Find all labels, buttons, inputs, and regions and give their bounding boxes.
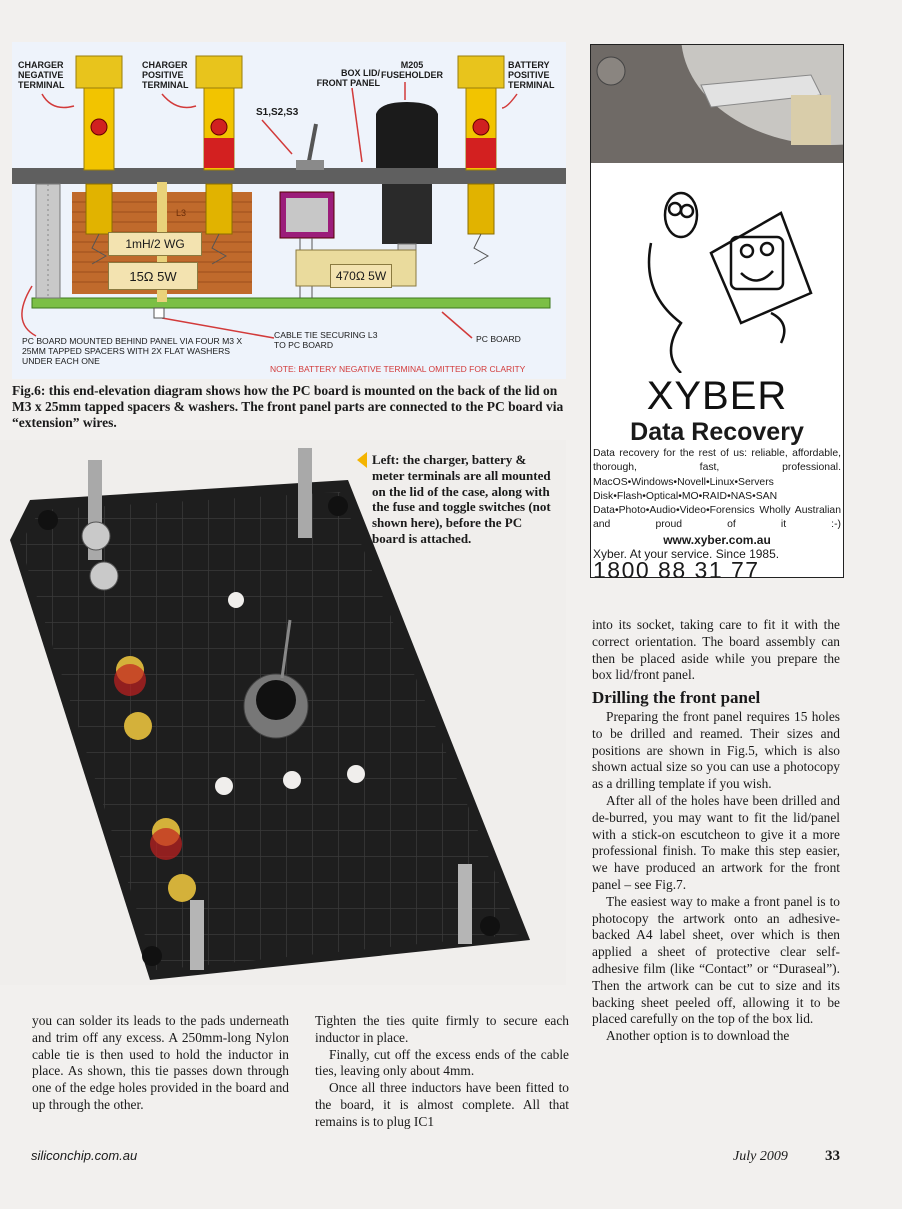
pc-board — [32, 298, 550, 308]
fig6-caption: Fig.6: this end-elevation diagram shows how the PC board is mounted on the back of the lid on M3 x 25mm tapped spacers & washers. The front panel parts are connected to the PC board via “extension” wires. — [12, 383, 564, 430]
paragraph: into its socket, taking care to fit it with the correct orientation. The board assembly can then be placed aside while you prepare the box lid/front panel. — [592, 617, 840, 683]
cartoon-mascot-icon — [621, 173, 821, 373]
footer-date: July 2009 — [733, 1149, 788, 1164]
label-charger-negative: CHARGER NEGATIVE TERMINAL — [18, 60, 65, 90]
footer-site: siliconchip.com.au — [31, 1148, 138, 1163]
ad-brand: XYBER — [646, 374, 788, 418]
label-resistor-15: 15Ω 5W — [108, 262, 198, 290]
diagram-drawing — [12, 42, 566, 379]
label-l3: L3 — [176, 208, 187, 218]
paragraph: Tighten the ties quite firmly to secure each inductor in place. — [315, 1013, 569, 1045]
label-pc-board-mounted: PC BOARD MOUNTED BEHIND PANEL VIA FOUR M3 X 25MM TAPPED SPACERS WITH 2X FLAT WASHERS UNDER EACH ONE — [22, 336, 243, 366]
section-heading: Drilling the front panel — [592, 688, 761, 708]
paragraph: The easiest way to make a front panel is to photocopy the artwork onto an adhesive-backed A4 label sheet, over which is then applied a sheet of protective clear self-adhesive film (like “Contact” or “Duraseal”). Then the artwork can be cut to size and its backing sheet peeled off, allowing it to be placed carefully on the top of the box lid. — [592, 893, 840, 1027]
label-pc-board: PC BOARD — [476, 334, 521, 344]
paragraph: Finally, cut off the excess ends of the cable ties, leaving only about 4mm. — [315, 1046, 569, 1079]
fuseholder — [376, 102, 438, 274]
page-number: 33 — [825, 1148, 840, 1164]
photo-caption: Left: the charger, battery & meter terminals are all mounted on the lid of the case, along with the fuse and toggle switches (not shown here), before the PC board is attached. — [372, 452, 551, 546]
ad-url[interactable]: www.xyber.com.au — [663, 533, 771, 547]
label-cable-tie: CABLE TIE SECURING L3 TO PC BOARD — [274, 330, 378, 350]
xyber-advert[interactable] — [590, 44, 844, 578]
article-column-1 — [32, 1013, 289, 1114]
battery-positive-terminal — [458, 56, 504, 264]
article-column-3 — [592, 617, 840, 1045]
paragraph: you can solder its leads to the pads underneath and trim off any excess. A 250mm-long Nylon cable tie is then used to hold the inductor in place. As shown, this tie passes down through one of the edge holes provided in the board and up through the other. — [32, 1013, 289, 1112]
paragraph: Once all three inductors have been fitted to the board, it is almost complete. All that remains is to plug IC1 — [315, 1080, 569, 1129]
ad-service: Xyber. At your service. Since 1985. — [593, 547, 780, 561]
caption-arrow-icon — [357, 452, 367, 468]
paragraph: Another option is to download the — [606, 1028, 790, 1044]
label-resistor-470: 470Ω 5W — [330, 264, 392, 288]
hard-drive-photo — [591, 45, 843, 163]
ad-phone: 1800 88 31 77 — [593, 557, 760, 578]
article-column-2 — [315, 1013, 569, 1131]
paragraph: Preparing the front panel requires 15 holes to be drilled and reamed. Their sizes and positions are shown in Fig.5, which is also shown actual size so you can use a photocopy as a drilling template if you wish. — [592, 708, 840, 792]
ad-body: Data recovery for the rest of us: reliable, affordable, thorough, fast, professional. MacOS•Windows•Novell•Linux•Servers Disk•Flash•Optical•MO•RAID•NAS•SAN Data•Photo•Audio•Video•Forensics Wholly Australian and proud of it :-) — [593, 448, 841, 531]
label-battery-positive: BATTERY POSITIVE TERMINAL — [508, 60, 555, 90]
ad-subtitle: Data Recovery — [630, 418, 804, 446]
fig6-diagram — [12, 42, 566, 379]
label-note: NOTE: BATTERY NEGATIVE TERMINAL OMITTED FOR CLARITY — [270, 364, 526, 374]
label-switches: S1,S2,S3 — [256, 107, 299, 118]
label-box-lid: BOX LID/ FRONT PANEL — [316, 68, 380, 88]
hard-drive-drawing — [591, 45, 843, 163]
label-charger-positive: CHARGER POSITIVE TERMINAL — [142, 60, 189, 90]
label-inductor: 1mH/2 WG — [108, 232, 202, 256]
paragraph: After all of the holes have been drilled and de-burred, you may want to fit the lid/panel with a stick-on escutcheon to give it a more professional finish. To make this step easier, we have produced an artwork for the front panel – see Fig.7. — [592, 792, 840, 892]
label-fuseholder: M205 FUSEHOLDER — [380, 60, 443, 80]
